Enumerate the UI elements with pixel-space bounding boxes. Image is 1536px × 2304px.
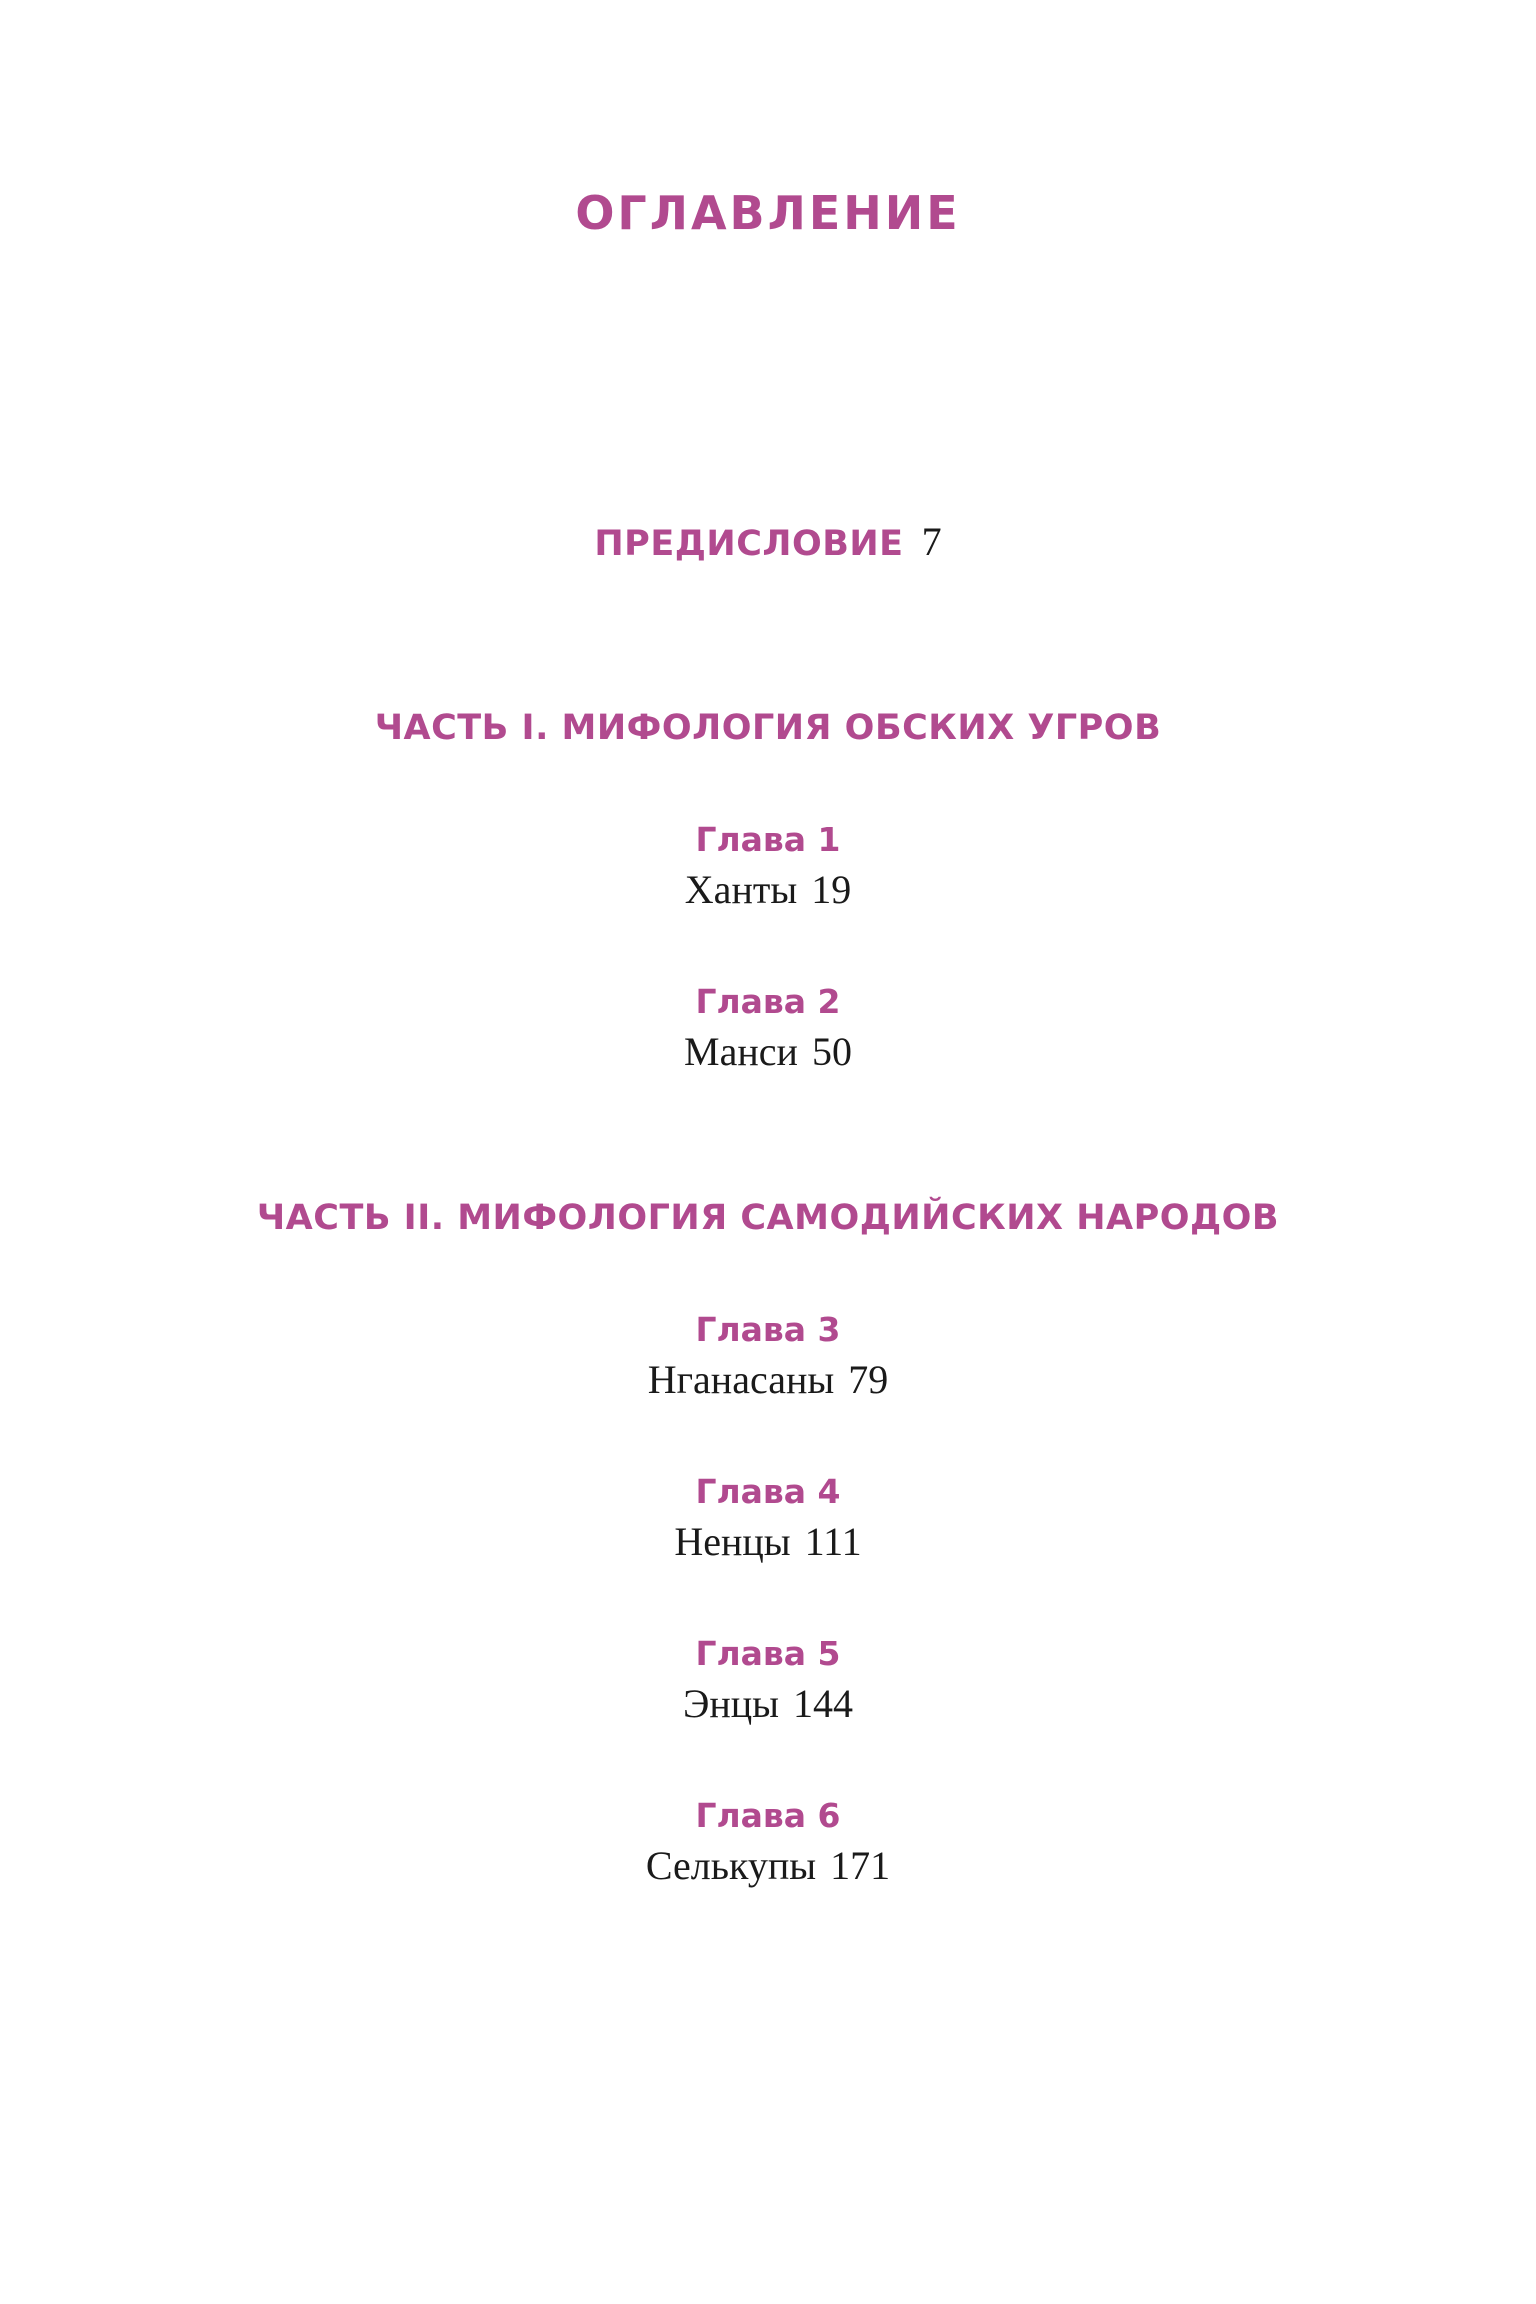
preface-label: ПРЕДИСЛОВИЕ [594,524,904,564]
toc-entry-chapter-1[interactable] [0,866,1536,913]
toc-entry-chapter-5[interactable] [0,1680,1536,1727]
chapter-page-number-1: 19 [811,867,852,912]
part-heading-2[interactable]: ЧАСТЬ II. МИФОЛОГИЯ САМОДИЙСКИХ НАРОДОВ [256,1198,1280,1238]
chapter-label-4: Глава 4 [695,1472,841,1511]
chapter-name-5: Энцы [682,1681,780,1726]
preface-page-number: 7 [921,519,942,564]
chapter-label-3: Глава 3 [695,1310,841,1349]
toc-entry-chapter-3[interactable] [0,1356,1536,1403]
chapter-label-1: Глава 1 [695,820,841,859]
chapter-label-2: Глава 2 [695,982,841,1021]
chapter-name-1: Ханты [684,867,798,912]
toc-entry-chapter-2[interactable] [0,1028,1536,1075]
toc-entry-preface[interactable] [0,518,1536,565]
toc-title: ОГЛАВЛЕНИЕ [575,186,961,240]
chapter-page-number-6: 171 [830,1843,891,1888]
chapter-page-number-2: 50 [811,1029,852,1074]
toc-entry-chapter-4[interactable] [0,1518,1536,1565]
chapter-page-number-5: 144 [793,1681,854,1726]
chapter-label-5: Глава 5 [695,1634,841,1673]
part-heading-1[interactable]: ЧАСТЬ I. МИФОЛОГИЯ ОБСКИХ УГРОВ [374,708,1162,748]
chapter-name-2: Манси [684,1029,798,1074]
chapter-name-4: Ненцы [674,1519,791,1564]
toc-entry-chapter-6[interactable] [0,1842,1536,1889]
chapter-name-6: Селькупы [645,1843,817,1888]
chapter-page-number-3: 79 [848,1357,889,1402]
chapter-page-number-4: 111 [804,1519,862,1564]
chapter-name-3: Нганасаны [647,1357,835,1402]
chapter-label-6: Глава 6 [695,1796,841,1835]
